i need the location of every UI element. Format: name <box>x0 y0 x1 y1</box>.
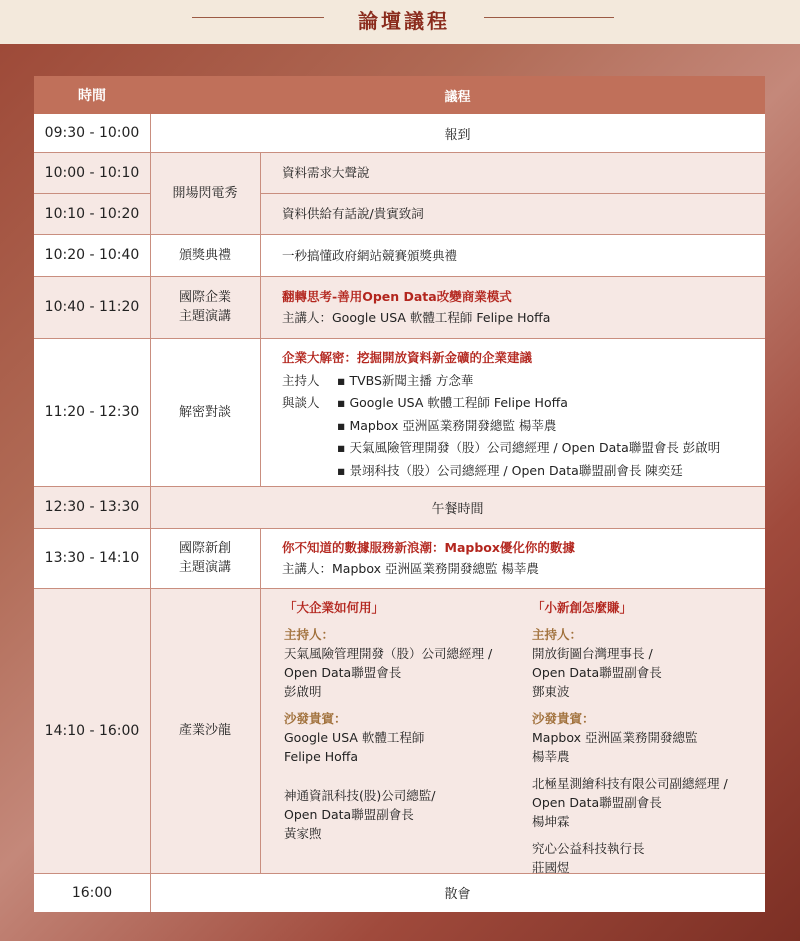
guest-line: Felipe Hoffa <box>284 749 359 764</box>
session-title: 企業大解密：挖掘開放資料新金礦的企業建議 <box>282 350 533 365</box>
closing-label: 散會 <box>444 887 471 902</box>
host-label: 主持人： <box>532 627 583 642</box>
guest-label: 沙發貴賓： <box>532 711 595 726</box>
time-cell: 16:00 <box>71 884 113 901</box>
bullet-icon: ▪ <box>337 372 350 388</box>
category-cell <box>150 528 260 588</box>
panelist: Google USA 軟體工程師 Felipe Hoffa <box>349 395 568 410</box>
guest-line: 神通資訊科技(股)公司總監/ <box>284 788 436 803</box>
page-title: 論壇議程 <box>358 9 450 33</box>
bullet-icon: ▪ <box>337 462 350 478</box>
guest-line: 黃家煦 <box>284 826 322 841</box>
topic-text: 資料需求大聲說 <box>282 165 370 180</box>
lunch-label: 午餐時間 <box>431 501 484 517</box>
header-divider-right <box>484 17 614 18</box>
guest-line: 楊莘農 <box>532 749 570 764</box>
host-line: Open Data聯盟會長 <box>284 665 402 680</box>
guest-line: Open Data聯盟副會長 <box>532 795 662 810</box>
session-block <box>282 537 575 579</box>
agenda-table <box>34 76 765 912</box>
category-cell: 解密對談 <box>178 404 231 420</box>
time-cell: 12:30 - 13:30 <box>44 499 140 515</box>
panelist: Mapbox 亞洲區業務開發總監 楊莘農 <box>349 417 557 433</box>
session-title: 翻轉思考-善用Open Data改變商業模式 <box>282 289 512 304</box>
guest-label: 沙發貴賓： <box>284 711 347 726</box>
page-header <box>0 0 800 44</box>
category-cell: 開場閃電秀 <box>172 185 238 201</box>
category-cell <box>150 276 260 338</box>
guest-line: 北極星測繪科技有限公司副總經理 / <box>532 776 728 791</box>
bullet-icon: ▪ <box>337 440 350 455</box>
salon-right-column <box>532 598 728 877</box>
topic-text: 資料供給有話說/貴賓致詞 <box>282 206 424 221</box>
header-divider-left <box>192 17 324 18</box>
bullet-icon: ▪ <box>337 395 350 410</box>
time-cell: 10:10 - 10:20 <box>44 205 140 222</box>
table-header <box>34 76 765 114</box>
host-line: 彭啟明 <box>284 684 322 699</box>
category-line: 國際新創 <box>178 541 231 556</box>
category-cell: 產業沙龍 <box>178 723 231 738</box>
category-line: 國際企業 <box>178 290 231 305</box>
time-cell: 11:20 - 12:30 <box>44 404 140 420</box>
time-cell: 09:30 - 10:00 <box>44 125 140 141</box>
salon-title: 「小新創怎麼賺」 <box>532 600 633 615</box>
host-line: 鄧東波 <box>532 684 570 699</box>
guest-line: Open Data聯盟副會長 <box>284 807 414 822</box>
time-cell: 13:30 - 14:10 <box>44 550 140 566</box>
header-agenda: 議程 <box>444 89 471 105</box>
category-line: 主題演講 <box>178 560 231 575</box>
time-cell: 10:00 - 10:10 <box>44 164 140 181</box>
panel-label: 與談人 <box>282 395 320 410</box>
panelist: 景翊科技（股）公司總經理 / Open Data聯盟副會長 陳奕廷 <box>349 462 683 478</box>
session-speaker: 主講人：Mapbox 亞洲區業務開發總監 楊莘農 <box>282 561 539 576</box>
session-speaker: 主講人：Google USA 軟體工程師 Felipe Hoffa <box>282 310 551 325</box>
guest-line: 楊坤霖 <box>532 814 570 829</box>
host-label: 主持人 <box>282 372 320 388</box>
guest-line: Mapbox 亞洲區業務開發總監 <box>532 730 698 745</box>
session-block <box>282 286 550 328</box>
session-block <box>282 347 720 482</box>
host-line: Open Data聯盟副會長 <box>532 665 662 680</box>
bullet-icon: ▪ <box>337 417 350 433</box>
salon-title: 「大企業如何用」 <box>284 600 385 615</box>
category-line: 主題演講 <box>178 309 231 324</box>
time-cell: 10:40 - 11:20 <box>44 299 140 315</box>
salon-left-column <box>284 598 492 843</box>
topic-text: 一秒搞懂政府網站競賽頒獎典禮 <box>282 248 458 263</box>
host-line: 天氣風險管理開發（股）公司總經理 / <box>284 646 493 661</box>
guest-line: Google USA 軟體工程師 <box>284 730 425 745</box>
host-label: 主持人： <box>284 627 335 642</box>
host-line: 開放街圖台灣理事長 / <box>532 646 653 661</box>
guest-line: 莊國煜 <box>532 860 570 875</box>
time-cell: 10:20 - 10:40 <box>44 247 140 263</box>
time-cell: 14:10 - 16:00 <box>44 722 140 739</box>
session-title: 你不知道的數據服務新浪潮：Mapbox優化你的數據 <box>282 540 575 555</box>
guest-line: 究心公益科技執行長 <box>532 841 645 856</box>
checkin-label: 報到 <box>444 127 471 143</box>
host-name: TVBS新聞主播 方念華 <box>349 372 474 388</box>
panelist: 天氣風險管理開發（股）公司總經理 / Open Data聯盟會長 彭啟明 <box>349 440 721 455</box>
header-time: 時間 <box>78 88 106 104</box>
category-cell: 頒獎典禮 <box>178 247 231 263</box>
